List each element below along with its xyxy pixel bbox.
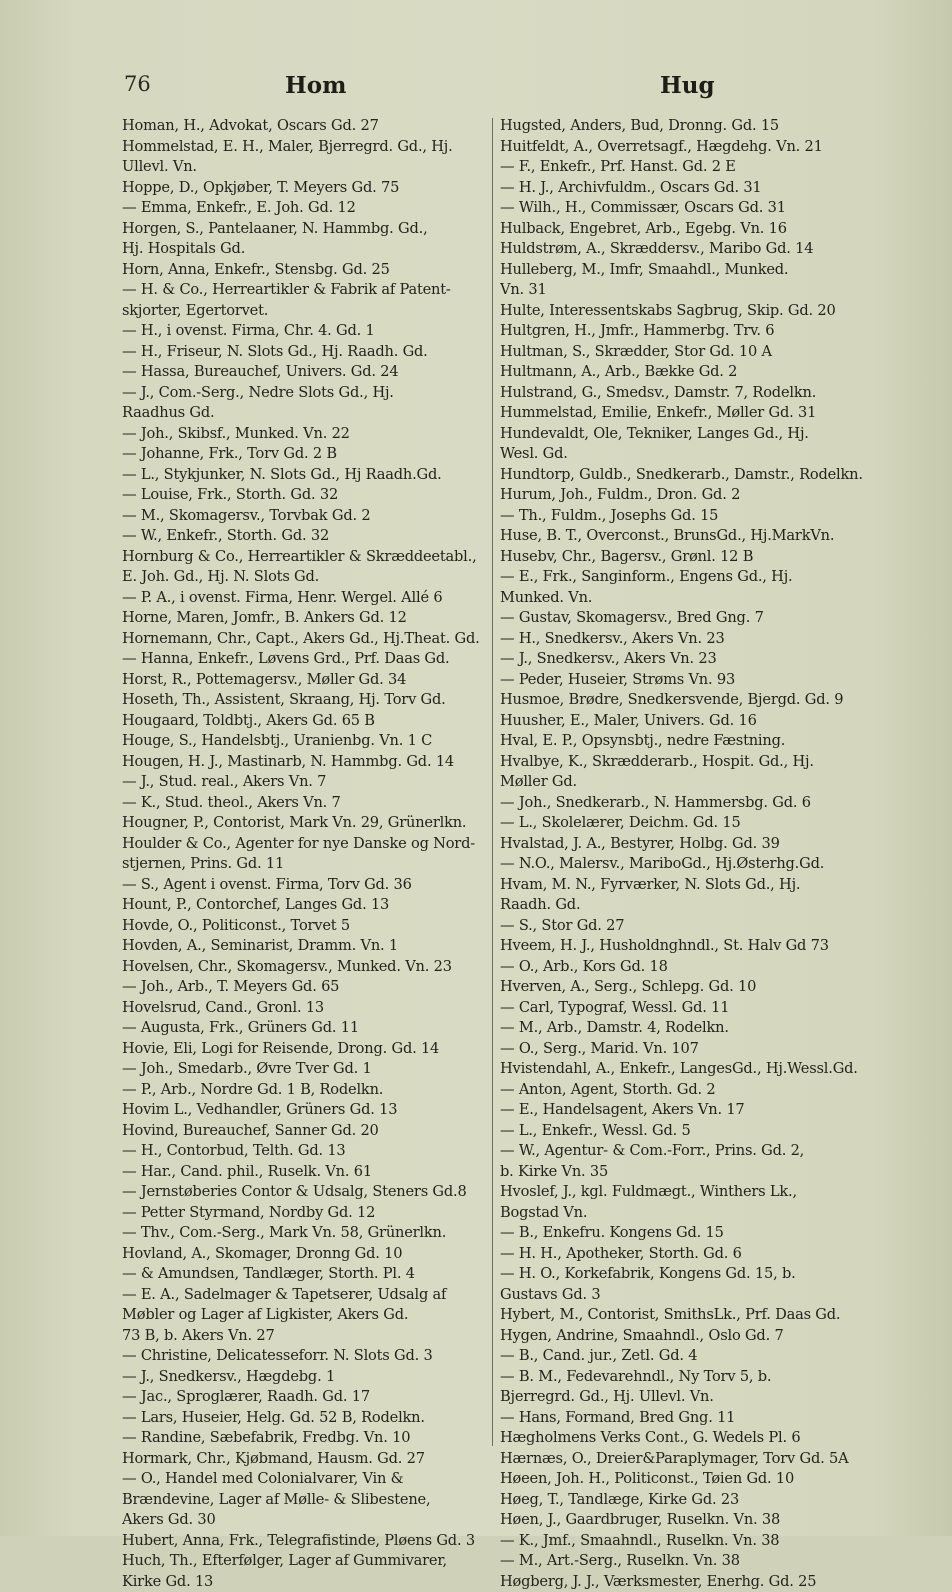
directory-line: Hovind, Bureauchef, Sanner Gd. 20 (122, 1121, 490, 1142)
directory-line: — Johanne, Frk., Torv Gd. 2 B (122, 444, 490, 465)
directory-line: Hulleberg, M., Imfr, Smaahdl., Munked. (500, 260, 870, 281)
directory-line: Høgberg, J. J., Værksmester, Enerhg. Gd. 25 (500, 1572, 870, 1592)
directory-line: — & Amundsen, Tandlæger, Storth. Pl. 4 (122, 1264, 490, 1285)
directory-line: Husebv, Chr., Bagersv., Grønl. 12 B (500, 547, 870, 568)
directory-line: Hoppe, D., Opkjøber, T. Meyers Gd. 75 (122, 178, 490, 199)
directory-line: Hugsted, Anders, Bud, Dronng. Gd. 15 (500, 116, 870, 137)
directory-line: — Augusta, Frk., Grüners Gd. 11 (122, 1018, 490, 1039)
directory-line: Hougen, H. J., Mastinarb, N. Hammbg. Gd. 14 (122, 752, 490, 773)
directory-line: Hvalbye, K., Skrædderarb., Hospit. Gd., Hj. (500, 752, 870, 773)
directory-line: — W., Agentur- & Com.-Forr., Prins. Gd. 2, (500, 1141, 870, 1162)
directory-line: — H. & Co., Herreartikler & Fabrik af Patent- (122, 280, 490, 301)
directory-line: Hj. Hospitals Gd. (122, 239, 490, 260)
directory-line: Husmoe, Brødre, Snedkersvende, Bjergd. Gd. 9 (500, 690, 870, 711)
directory-line: — P., Arb., Nordre Gd. 1 B, Rodelkn. (122, 1080, 490, 1101)
directory-line: — B., Cand. jur., Zetl. Gd. 4 (500, 1346, 870, 1367)
directory-line: — B., Enkefru. Kongens Gd. 15 (500, 1223, 870, 1244)
directory-line: — J., Snedkersv., Akers Vn. 23 (500, 649, 870, 670)
directory-line: — H. O., Korkefabrik, Kongens Gd. 15, b. (500, 1264, 870, 1285)
directory-line: Hoseth, Th., Assistent, Skraang, Hj. Torv Gd. (122, 690, 490, 711)
directory-line: — K., Jmf., Smaahndl., Ruselkn. Vn. 38 (500, 1531, 870, 1552)
directory-line: Horn, Anna, Enkefr., Stensbg. Gd. 25 (122, 260, 490, 281)
directory-line: — Hassa, Bureauchef, Univers. Gd. 24 (122, 362, 490, 383)
directory-line: Huldstrøm, A., Skræddersv., Maribo Gd. 14 (500, 239, 870, 260)
directory-line: — E. A., Sadelmager & Tapetserer, Udsalg af (122, 1285, 490, 1306)
directory-line: — P. A., i ovenst. Firma, Henr. Wergel. Allé 6 (122, 588, 490, 609)
directory-line: — L., Skolelærer, Deichm. Gd. 15 (500, 813, 870, 834)
directory-line: Hovelsrud, Cand., Gronl. 13 (122, 998, 490, 1019)
directory-line: — Anton, Agent, Storth. Gd. 2 (500, 1080, 870, 1101)
directory-line: Homan, H., Advokat, Oscars Gd. 27 (122, 116, 490, 137)
directory-line: Hvoslef, J., kgl. Fuldmægt., Winthers Lk., (500, 1182, 870, 1203)
directory-line: Ullevl. Vn. (122, 157, 490, 178)
directory-line: — Joh., Skibsf., Munked. Vn. 22 (122, 424, 490, 445)
left-running-head: Hom (285, 72, 346, 99)
right-running-head: Hug (660, 72, 715, 99)
directory-line: Høen, J., Gaardbruger, Ruselkn. Vn. 38 (500, 1510, 870, 1531)
directory-line: Hommelstad, E. H., Maler, Bjerregrd. Gd., Hj. (122, 137, 490, 158)
directory-line: — Carl, Typograf, Wessl. Gd. 11 (500, 998, 870, 1019)
directory-line: Hvam, M. N., Fyrværker, N. Slots Gd., Hj. (500, 875, 870, 896)
directory-line: Høeen, Joh. H., Politiconst., Tøien Gd. 10 (500, 1469, 870, 1490)
directory-line: Hverven, A., Serg., Schlepg. Gd. 10 (500, 977, 870, 998)
directory-line: — Joh., Smedarb., Øvre Tver Gd. 1 (122, 1059, 490, 1080)
directory-line: Hultgren, H., Jmfr., Hammerbg. Trv. 6 (500, 321, 870, 342)
directory-line: — Christine, Delicatesseforr. N. Slots Gd. 3 (122, 1346, 490, 1367)
directory-line: — Emma, Enkefr., E. Joh. Gd. 12 (122, 198, 490, 219)
directory-line: — M., Arb., Damstr. 4, Rodelkn. (500, 1018, 870, 1039)
directory-line: Hveem, H. J., Husholdnghndl., St. Halv Gd 73 (500, 936, 870, 957)
directory-line: — H., i ovenst. Firma, Chr. 4. Gd. 1 (122, 321, 490, 342)
directory-line: Hultmann, A., Arb., Bække Gd. 2 (500, 362, 870, 383)
directory-line: Hougner, P., Contorist, Mark Vn. 29, Grünerlkn. (122, 813, 490, 834)
directory-line: Hulte, Interessentskabs Sagbrug, Skip. Gd. 20 (500, 301, 870, 322)
directory-line: — Petter Styrmand, Nordby Gd. 12 (122, 1203, 490, 1224)
directory-line: Hygen, Andrine, Smaahndl., Oslo Gd. 7 (500, 1326, 870, 1347)
directory-line: Houge, S., Handelsbtj., Uranienbg. Vn. 1 C (122, 731, 490, 752)
directory-line: — W., Enkefr., Storth. Gd. 32 (122, 526, 490, 547)
directory-line: — Lars, Huseier, Helg. Gd. 52 B, Rodelkn. (122, 1408, 490, 1429)
directory-line: Hvalstad, J. A., Bestyrer, Holbg. Gd. 39 (500, 834, 870, 855)
directory-line: — Thv., Com.-Serg., Mark Vn. 58, Grünerlkn. (122, 1223, 490, 1244)
directory-line: — Wilh., H., Commissær, Oscars Gd. 31 (500, 198, 870, 219)
directory-line: Hovden, A., Seminarist, Dramm. Vn. 1 (122, 936, 490, 957)
directory-line: — H., Friseur, N. Slots Gd., Hj. Raadh. Gd. (122, 342, 490, 363)
directory-line: b. Kirke Vn. 35 (500, 1162, 870, 1183)
directory-line: E. Joh. Gd., Hj. N. Slots Gd. (122, 567, 490, 588)
directory-line: — J., Com.-Serg., Nedre Slots Gd., Hj. (122, 383, 490, 404)
directory-line: Huch, Th., Efterfølger, Lager af Gummivarer, (122, 1551, 490, 1572)
directory-line: Vn. 31 (500, 280, 870, 301)
directory-line: Bogstad Vn. (500, 1203, 870, 1224)
directory-line: Hulback, Engebret, Arb., Egebg. Vn. 16 (500, 219, 870, 240)
directory-line: Hybert, M., Contorist, SmithsLk., Prf. Daas Gd. (500, 1305, 870, 1326)
directory-line: — O., Serg., Marid. Vn. 107 (500, 1039, 870, 1060)
directory-line: Hornemann, Chr., Capt., Akers Gd., Hj.Theat. Gd. (122, 629, 490, 650)
column-divider (492, 118, 493, 1446)
directory-line: Horst, R., Pottemagersv., Møller Gd. 34 (122, 670, 490, 691)
directory-line: Hægholmens Verks Cont., G. Wedels Pl. 6 (500, 1428, 870, 1449)
directory-line: — O., Arb., Kors Gd. 18 (500, 957, 870, 978)
directory-line: — H., Snedkersv., Akers Vn. 23 (500, 629, 870, 650)
directory-line: Hærnæs, O., Dreier&Paraplymager, Torv Gd. 5A (500, 1449, 870, 1470)
directory-line: — J., Snedkersv., Hægdebg. 1 (122, 1367, 490, 1388)
directory-line: Hultman, S., Skrædder, Stor Gd. 10 A (500, 342, 870, 363)
directory-line: Hormark, Chr., Kjøbmand, Hausm. Gd. 27 (122, 1449, 490, 1470)
directory-line: Wesl. Gd. (500, 444, 870, 465)
directory-line: Huitfeldt, A., Overretsagf., Hægdehg. Vn. 21 (500, 137, 870, 158)
directory-line: Høeg, T., Tandlæge, Kirke Gd. 23 (500, 1490, 870, 1511)
directory-line: — S., Stor Gd. 27 (500, 916, 870, 937)
page-number: 76 (124, 72, 151, 96)
directory-line: — Jernstøberies Contor & Udsalg, Steners Gd.8 (122, 1182, 490, 1203)
directory-line: Hvistendahl, A., Enkefr., LangesGd., Hj.Wessl.Gd. (500, 1059, 870, 1080)
directory-line: Munked. Vn. (500, 588, 870, 609)
directory-line: Hougaard, Toldbtj., Akers Gd. 65 B (122, 711, 490, 732)
directory-line: — J., Stud. real., Akers Vn. 7 (122, 772, 490, 793)
directory-line: — Hans, Formand, Bred Gng. 11 (500, 1408, 870, 1429)
directory-line: Bjerregrd. Gd., Hj. Ullevl. Vn. (500, 1387, 870, 1408)
directory-line: Kirke Gd. 13 (122, 1572, 490, 1592)
directory-line: — L., Stykjunker, N. Slots Gd., Hj Raadh.Gd. (122, 465, 490, 486)
directory-line: — H., Contorbud, Telth. Gd. 13 (122, 1141, 490, 1162)
directory-line: Gustavs Gd. 3 (500, 1285, 870, 1306)
directory-line: Hval, E. P., Opsynsbtj., nedre Fæstning. (500, 731, 870, 752)
directory-line: — N.O., Malersv., MariboGd., Hj.Østerhg.Gd. (500, 854, 870, 875)
right-column (500, 116, 870, 1592)
directory-line: Hurum, Joh., Fuldm., Dron. Gd. 2 (500, 485, 870, 506)
directory-line: — E., Frk., Sanginform., Engens Gd., Hj. (500, 567, 870, 588)
directory-line: Hovland, A., Skomager, Dronng Gd. 10 (122, 1244, 490, 1265)
directory-line: — B. M., Fedevarehndl., Ny Torv 5, b. (500, 1367, 870, 1388)
directory-line: Huse, B. T., Overconst., BrunsGd., Hj.MarkVn. (500, 526, 870, 547)
directory-line: Raadh. Gd. (500, 895, 870, 916)
directory-line: Brændevine, Lager af Mølle- & Slibestene, (122, 1490, 490, 1511)
directory-line: Hummelstad, Emilie, Enkefr., Møller Gd. 31 (500, 403, 870, 424)
directory-line: Hovim L., Vedhandler, Grüners Gd. 13 (122, 1100, 490, 1121)
directory-line: Hundtorp, Guldb., Snedkerarb., Damstr., Rodelkn. (500, 465, 870, 486)
page-header (0, 72, 952, 106)
directory-line: — Joh., Snedkerarb., N. Hammersbg. Gd. 6 (500, 793, 870, 814)
directory-line: Houlder & Co., Agenter for nye Danske og Nord- (122, 834, 490, 855)
directory-line: — Louise, Frk., Storth. Gd. 32 (122, 485, 490, 506)
directory-line: — Joh., Arb., T. Meyers Gd. 65 (122, 977, 490, 998)
directory-line: Hundevaldt, Ole, Tekniker, Langes Gd., Hj. (500, 424, 870, 445)
directory-line: — Jac., Sproglærer, Raadh. Gd. 17 (122, 1387, 490, 1408)
directory-line: — Randine, Sæbefabrik, Fredbg. Vn. 10 (122, 1428, 490, 1449)
directory-line: Hovelsen, Chr., Skomagersv., Munked. Vn. 23 (122, 957, 490, 978)
directory-line: — F., Enkefr., Prf. Hanst. Gd. 2 E (500, 157, 870, 178)
directory-line: skjorter, Egertorvet. (122, 301, 490, 322)
directory-line: Huusher, E., Maler, Univers. Gd. 16 (500, 711, 870, 732)
directory-line: — M., Art.-Serg., Ruselkn. Vn. 38 (500, 1551, 870, 1572)
directory-line: Akers Gd. 30 (122, 1510, 490, 1531)
directory-line: Hovie, Eli, Logi for Reisende, Drong. Gd. 14 (122, 1039, 490, 1060)
directory-line: Horgen, S., Pantelaaner, N. Hammbg. Gd., (122, 219, 490, 240)
directory-line: — Th., Fuldm., Josephs Gd. 15 (500, 506, 870, 527)
directory-line: — L., Enkefr., Wessl. Gd. 5 (500, 1121, 870, 1142)
directory-line: Møbler og Lager af Ligkister, Akers Gd. (122, 1305, 490, 1326)
directory-line: Hount, P., Contorchef, Langes Gd. 13 (122, 895, 490, 916)
directory-line: — O., Handel med Colonialvarer, Vin & (122, 1469, 490, 1490)
directory-line: Hulstrand, G., Smedsv., Damstr. 7, Rodelkn. (500, 383, 870, 404)
directory-line: Møller Gd. (500, 772, 870, 793)
directory-line: — M., Skomagersv., Torvbak Gd. 2 (122, 506, 490, 527)
directory-line: — Gustav, Skomagersv., Bred Gng. 7 (500, 608, 870, 629)
directory-line: — K., Stud. theol., Akers Vn. 7 (122, 793, 490, 814)
directory-line: Hornburg & Co., Herreartikler & Skræddeetabl., (122, 547, 490, 568)
directory-line: — H. H., Apotheker, Storth. Gd. 6 (500, 1244, 870, 1265)
directory-line: Horne, Maren, Jomfr., B. Ankers Gd. 12 (122, 608, 490, 629)
directory-line: stjernen, Prins. Gd. 11 (122, 854, 490, 875)
directory-line: — H. J., Archivfuldm., Oscars Gd. 31 (500, 178, 870, 199)
left-column (122, 116, 490, 1592)
directory-line: — Peder, Huseier, Strøms Vn. 93 (500, 670, 870, 691)
directory-line: 73 B, b. Akers Vn. 27 (122, 1326, 490, 1347)
directory-line: Hubert, Anna, Frk., Telegrafistinde, Pløens Gd. 3 (122, 1531, 490, 1552)
directory-line: — E., Handelsagent, Akers Vn. 17 (500, 1100, 870, 1121)
directory-line: — Hanna, Enkefr., Løvens Grd., Prf. Daas Gd. (122, 649, 490, 670)
directory-line: Raadhus Gd. (122, 403, 490, 424)
directory-line: — Har., Cand. phil., Ruselk. Vn. 61 (122, 1162, 490, 1183)
directory-line: — S., Agent i ovenst. Firma, Torv Gd. 36 (122, 875, 490, 896)
directory-line: Hovde, O., Politiconst., Torvet 5 (122, 916, 490, 937)
